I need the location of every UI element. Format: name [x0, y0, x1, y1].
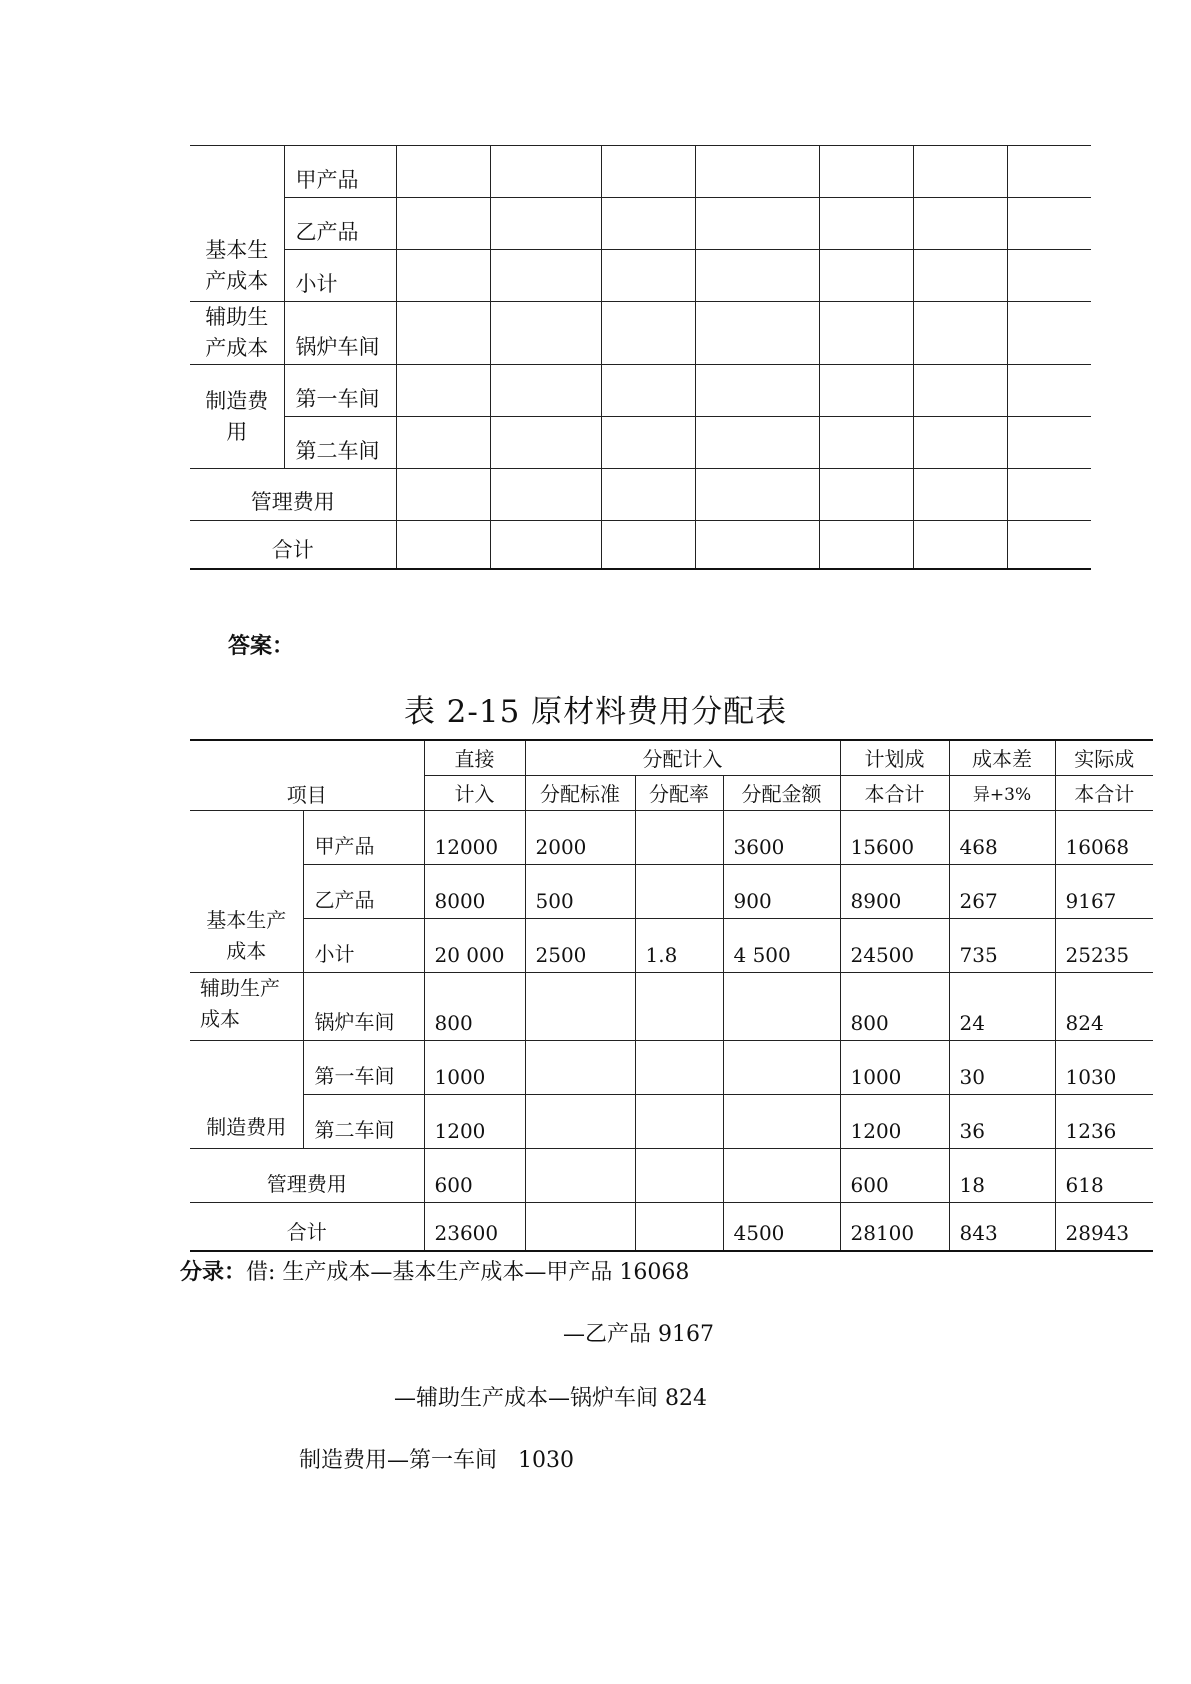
group-label-basic: 基本生 产成本 [190, 146, 284, 302]
cell-diff: 843 [949, 1202, 1055, 1251]
cell-rate [635, 972, 723, 1040]
cell-rate [635, 810, 723, 864]
row-label: 管理费用 [190, 1148, 424, 1202]
row-label: 乙产品 [284, 198, 396, 250]
row-label: 第二车间 [284, 417, 396, 469]
header-alloc-amt: 分配金额 [723, 775, 840, 810]
cell-rate [635, 1202, 723, 1251]
cell-direct: 1000 [424, 1040, 525, 1094]
journal-entry-line-3: —辅助生产成本—锅炉车间 824 [394, 1386, 707, 1411]
group-label-mfg: 制造费用 [190, 1040, 303, 1148]
table-row [190, 365, 1091, 417]
cell-actual: 9167 [1055, 864, 1153, 918]
header-plan: 计划成 [840, 740, 949, 775]
cell-amt: 4 500 [723, 918, 840, 972]
cell-plan: 24500 [840, 918, 949, 972]
row-label: 甲产品 [303, 810, 424, 864]
table-row [190, 1094, 1153, 1148]
cell-rate [635, 1094, 723, 1148]
cell-actual: 618 [1055, 1148, 1153, 1202]
cell-std [525, 1148, 635, 1202]
cell-diff: 36 [949, 1094, 1055, 1148]
journal-entry-line-4: 制造费用—第一车间 1030 [299, 1448, 574, 1473]
header-item: 项目 [190, 740, 424, 810]
cell-actual: 25235 [1055, 918, 1153, 972]
cell-actual: 824 [1055, 972, 1153, 1040]
cell-plan: 1200 [840, 1094, 949, 1148]
header-plan-2: 本合计 [840, 775, 949, 810]
cell-rate [635, 1148, 723, 1202]
table-row [190, 1040, 1153, 1094]
cell-actual: 28943 [1055, 1202, 1153, 1251]
cell-plan: 28100 [840, 1202, 949, 1251]
cell-std [525, 972, 635, 1040]
row-label: 甲产品 [284, 146, 396, 198]
cell-rate [635, 1040, 723, 1094]
group-label-basic: 基本生产 成本 [190, 810, 303, 972]
row-label: 第一车间 [284, 365, 396, 417]
table-row [190, 1148, 1153, 1202]
table-title: 表 2-15 原材料费用分配表 [403, 694, 788, 730]
header-direct-2: 计入 [424, 775, 525, 810]
row-label: 合计 [190, 521, 396, 569]
group-label-aux: 辅助生 产成本 [190, 302, 284, 365]
table-row [190, 918, 1153, 972]
cell-plan: 15600 [840, 810, 949, 864]
header-alloc: 分配计入 [525, 740, 840, 775]
cell-std: 2000 [525, 810, 635, 864]
cell-plan: 600 [840, 1148, 949, 1202]
cell-amt: 3600 [723, 810, 840, 864]
cell-actual: 16068 [1055, 810, 1153, 864]
table-row [190, 469, 1091, 521]
header-actual: 实际成 [1055, 740, 1153, 775]
group-label-aux: 辅助生产 成本 [190, 972, 303, 1040]
cell-diff: 267 [949, 864, 1055, 918]
header-alloc-std: 分配标准 [525, 775, 635, 810]
cell-std [525, 1094, 635, 1148]
material-cost-allocation-table [190, 739, 1153, 1252]
cell-diff: 30 [949, 1040, 1055, 1094]
cell-direct: 20 000 [424, 918, 525, 972]
cell-diff: 468 [949, 810, 1055, 864]
cell-std: 500 [525, 864, 635, 918]
row-label: 管理费用 [190, 469, 396, 521]
header-diff-2: 异+3% [949, 775, 1055, 810]
table-row [190, 417, 1091, 469]
header-alloc-rate: 分配率 [635, 775, 723, 810]
cell-actual: 1030 [1055, 1040, 1153, 1094]
cell-amt [723, 972, 840, 1040]
blank-allocation-table [190, 145, 1091, 570]
row-label: 第一车间 [303, 1040, 424, 1094]
answer-label: 答案： [228, 634, 295, 659]
cell-rate: 1.8 [635, 918, 723, 972]
cell-std [525, 1202, 635, 1251]
entry-prefix: 分录： [180, 1260, 247, 1285]
cell-direct: 12000 [424, 810, 525, 864]
cell-plan: 8900 [840, 864, 949, 918]
header-direct: 直接 [424, 740, 525, 775]
cell-direct: 600 [424, 1148, 525, 1202]
table-row [190, 521, 1091, 569]
row-label: 合计 [190, 1202, 424, 1251]
journal-entry-line-2: —乙产品 9167 [563, 1322, 714, 1347]
header-actual-2: 本合计 [1055, 775, 1153, 810]
table-row [190, 1202, 1153, 1251]
cell-amt: 4500 [723, 1202, 840, 1251]
cell-diff: 18 [949, 1148, 1055, 1202]
cell-direct: 800 [424, 972, 525, 1040]
group-label-mfg: 制造费 用 [190, 365, 284, 469]
cell-direct: 1200 [424, 1094, 525, 1148]
table-row [190, 198, 1091, 250]
cell-actual: 1236 [1055, 1094, 1153, 1148]
cell-amt [723, 1148, 840, 1202]
row-label: 乙产品 [303, 864, 424, 918]
table-row [190, 810, 1153, 864]
cell-std [525, 1040, 635, 1094]
cell-amt [723, 1040, 840, 1094]
cell-direct: 8000 [424, 864, 525, 918]
table-row [190, 146, 1091, 198]
table-row [190, 302, 1091, 365]
cell-amt [723, 1094, 840, 1148]
cell-direct: 23600 [424, 1202, 525, 1251]
cell-diff: 735 [949, 918, 1055, 972]
cell-plan: 1000 [840, 1040, 949, 1094]
row-label: 小计 [303, 918, 424, 972]
cell-amt: 900 [723, 864, 840, 918]
table-row [190, 972, 1153, 1040]
row-label: 小计 [284, 250, 396, 302]
table-row [190, 250, 1091, 302]
journal-entry-line-1: 分录：借: 生产成本—基本生产成本—甲产品 16068 [180, 1260, 690, 1285]
header-row [190, 740, 1153, 775]
cell-plan: 800 [840, 972, 949, 1040]
cell-rate [635, 864, 723, 918]
header-diff: 成本差 [949, 740, 1055, 775]
row-label: 第二车间 [303, 1094, 424, 1148]
table-row [190, 864, 1153, 918]
row-label: 锅炉车间 [284, 302, 396, 365]
cell-diff: 24 [949, 972, 1055, 1040]
cell-std: 2500 [525, 918, 635, 972]
row-label: 锅炉车间 [303, 972, 424, 1040]
